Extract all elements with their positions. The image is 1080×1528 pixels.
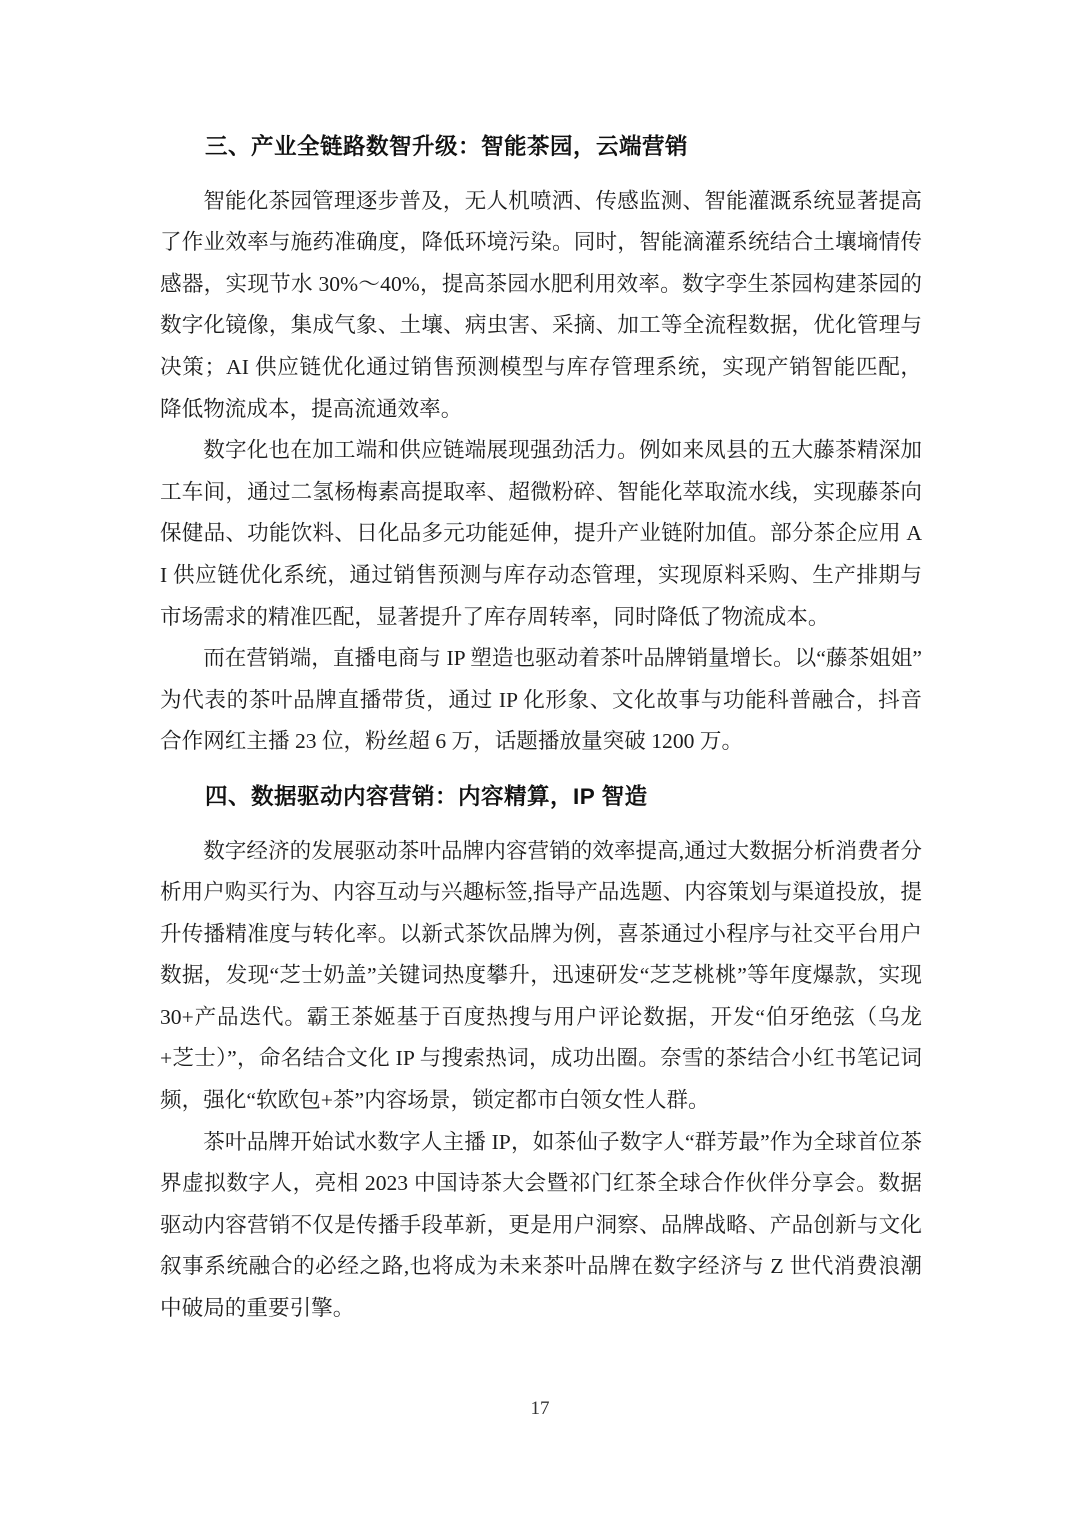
section-3-paragraph-2: 数字化也在加工端和供应链端展现强劲活力。例如来凤县的五大藤茶精深加工车间，通过二氢杨梅素高提取率、超微粉碎、智能化萃取流水线，实现藤茶向保健品、功能饮料、日化品多元功能延伸，提升产业链附加值。部分茶企应用 AI 供应链优化系统，通过销售预测与库存动态管理，实现原料采购、生产排期与市场需求的精准匹配，显著提升了库存周转率，同时降低了物流成本。 <box>160 438 922 629</box>
section-3-paragraph-1: 智能化茶园管理逐步普及，无人机喷洒、传感监测、智能灌溉系统显著提高了作业效率与施药准确度，降低环境污染。同时，智能滴灌系统结合土壤墒情传感器，实现节水 30%～40%，提高茶园水肥利用效率。数字孪生茶园构建茶园的数字化镜像，集成气象、土壤、病虫害、采摘、加工等全流程数据，优化管理与决策；AI 供应链优化通过销售预测模型与库存管理系统，实现产销智能匹配，降低物流成本，提高流通效率。 <box>160 188 922 421</box>
section-4-paragraph-2: 茶叶品牌开始试水数字人主播 IP，如茶仙子数字人“群芳最”作为全球首位茶界虚拟数字人，亮相 2023 中国诗茶大会暨祁门红茶全球合作伙伴分享会。数据驱动内容营销不仅是传播手段革新，更是用户洞察、品牌战略、产品创新与文化叙事系统融合的必经之路,也将成为未来茶叶品牌在数字经济与 Z 世代消费浪潮中破局的重要引擎。 <box>160 1129 922 1321</box>
section-4-paragraph-1: 数字经济的发展驱动茶叶品牌内容营销的效率提高,通过大数据分析消费者分析用户购买行为、内容互动与兴趣标签,指导产品选题、内容策划与渠道投放，提升传播精准度与转化率。以新式茶饮品牌为例，喜茶通过小程序与社交平台用户数据，发现“芝士奶盖”关键词热度攀升，迅速研发“芝芝桃桃”等年度爆款，实现 30+产品迭代。霸王茶姬基于百度热搜与用户评论数据，开发“伯牙绝弦（乌龙+芝士）”，命名结合文化 IP 与搜索热词，成功出圈。奈雪的茶结合小红书笔记词频，强化“软欧包+茶”内容场景，锁定都市白领女性人群。 <box>160 838 922 1113</box>
page-footer <box>0 1398 1080 1420</box>
section-3-paragraph-3: 而在营销端，直播电商与 IP 塑造也驱动着茶叶品牌销量增长。以“藤茶姐姐”为代表的茶叶品牌直播带货，通过 IP 化形象、文化故事与功能科普融合，抖音合作网红主播 23 位，粉丝超 6 万，话题播放量突破 1200 万。 <box>160 646 922 754</box>
page-number: 17 <box>530 1398 550 1419</box>
section-heading-4: 四、数据驱动内容营销：内容精算，IP 智造 <box>205 783 648 809</box>
document-body <box>160 126 922 1330</box>
section-heading-3: 三、产业全链路数智升级：智能茶园，云端营销 <box>205 134 689 159</box>
